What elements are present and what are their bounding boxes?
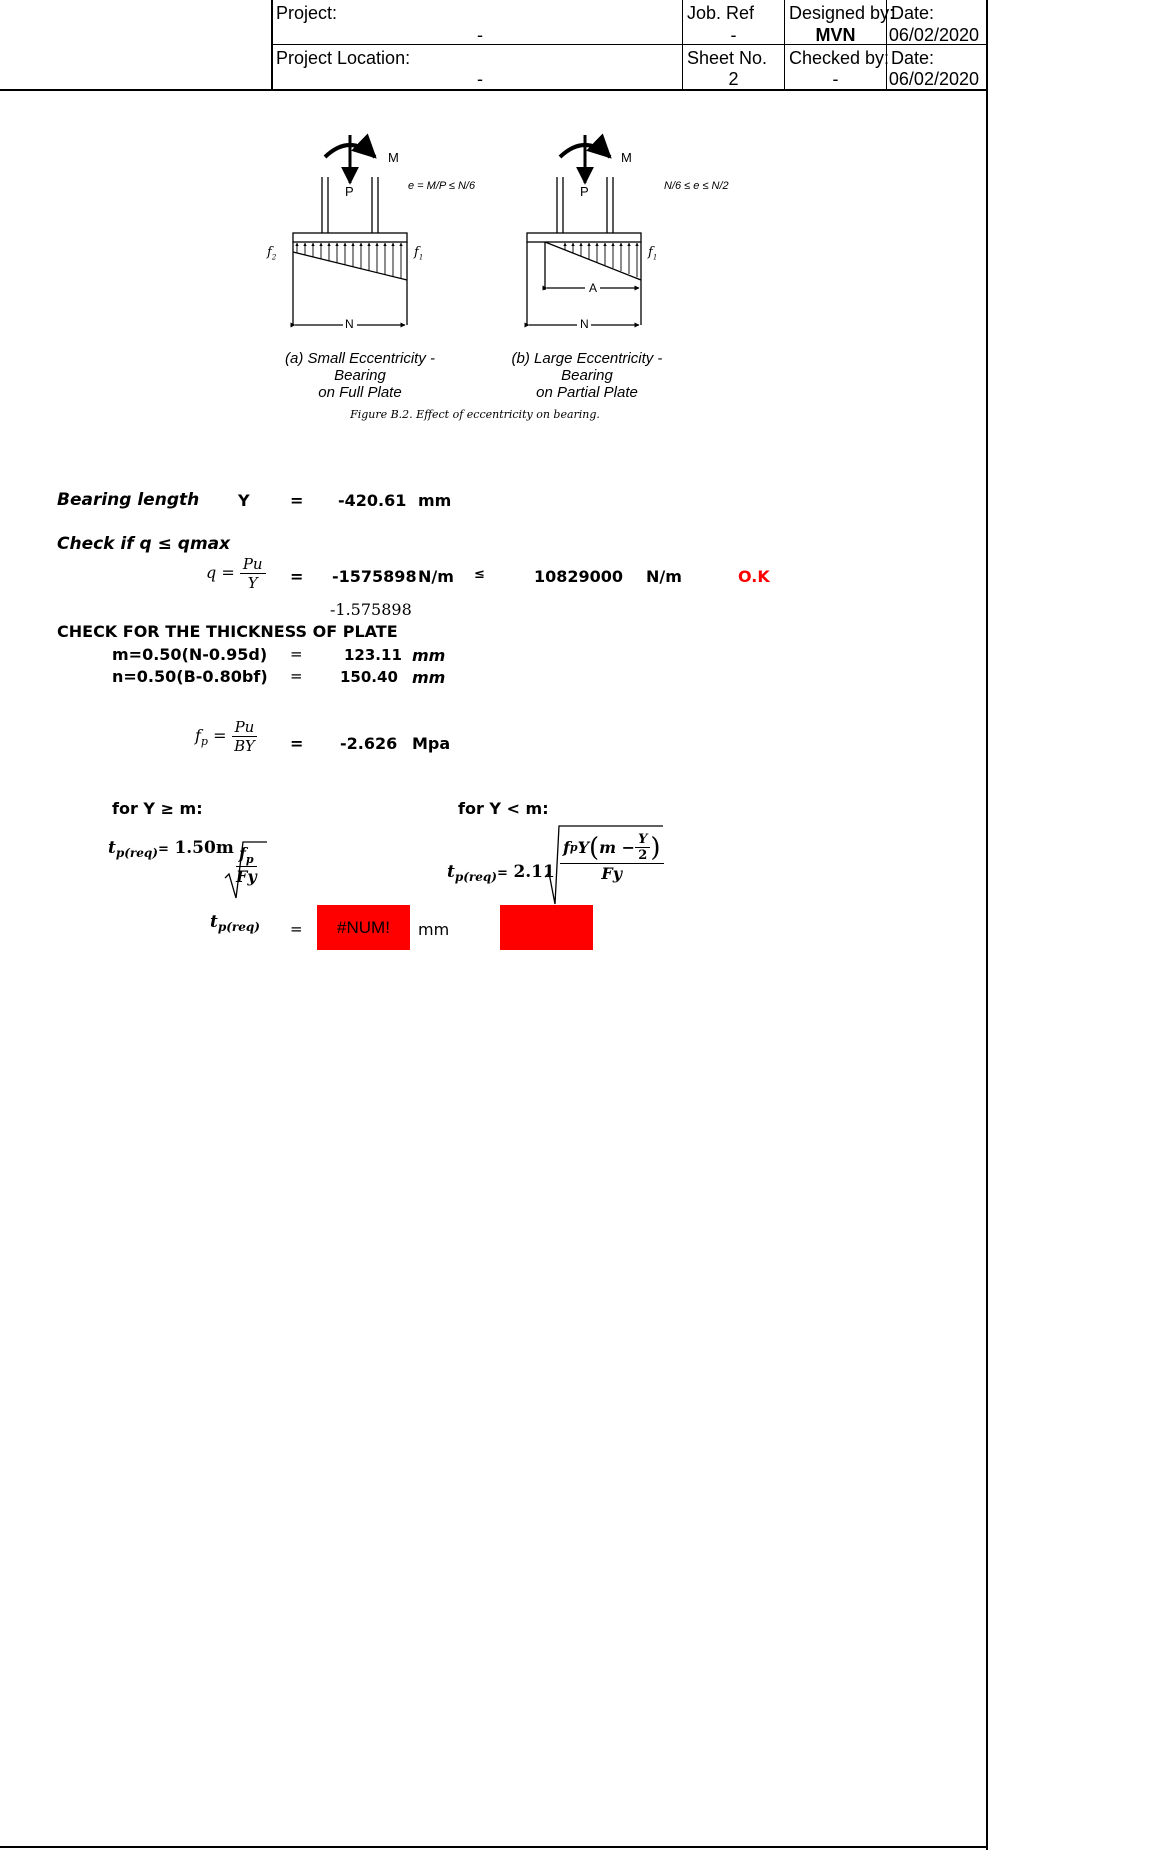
date-label: Date: (891, 48, 935, 68)
stress-f1-label: $f_1$ (648, 245, 658, 262)
moment-label: M (388, 150, 399, 165)
moment-label: M (621, 150, 632, 165)
sheet-no-value: 2 (728, 69, 739, 89)
status-badge: O.K (738, 567, 770, 586)
stress-f1-label: $f_1$ (414, 245, 424, 262)
m-formula-label: m=0.50(N-0.95d) (112, 645, 268, 664)
m-value: 123.11 (344, 646, 402, 664)
caption-a: (a) Small Eccentricity - Bearing on Full Plate (284, 350, 436, 401)
case-y-lt-m: for Y < m: (458, 799, 549, 818)
tp-req-unit: mm (418, 920, 450, 939)
qmax-unit: N/m (646, 567, 682, 586)
header-top-border (271, 0, 273, 90)
tp-req-value-2-error (500, 905, 593, 950)
date-value: 06/02/2020 (888, 69, 979, 89)
project-location-value: - (477, 69, 483, 89)
equals-sign: = (290, 567, 304, 586)
n-value: 150.40 (340, 668, 398, 686)
date-label: Date: (891, 3, 935, 23)
qmax-value: 10829000 (534, 567, 624, 586)
m-unit: mm (412, 646, 446, 665)
figure-title: Figure B.2. Effect of eccentricity on bearing. (350, 408, 600, 421)
project-location-label: Project Location: (276, 48, 411, 68)
checked-by-label: Checked by: (789, 48, 890, 68)
date-value: 06/02/2020 (888, 25, 979, 45)
n-formula-label: n=0.50(B-0.80bf) (112, 667, 268, 686)
q-unit: N/m (418, 567, 454, 586)
caption-b: (b) Large Eccentricity - Bearing on Partial Plate (511, 350, 663, 401)
tp-formula-1: $t_{p(req)}= 1.50m$ (108, 838, 234, 861)
equals-sign: = (290, 491, 304, 510)
q-formula: q = $\frac{Pu}{Y}$ (206, 555, 266, 592)
project-label: Project: (276, 3, 338, 23)
n-unit: mm (412, 668, 446, 687)
fp-value: -2.626 (340, 734, 398, 753)
le-sign: ≤ (474, 567, 485, 582)
job-ref-value: - (730, 25, 737, 45)
q-value: -1575898 (332, 567, 417, 586)
page-bottom-border (0, 1846, 988, 1848)
tp-formula-2-fraction: f p Y ( m − $\frac{Y}{2}$ ) Fy (560, 832, 664, 883)
project-value: - (477, 25, 483, 45)
eccentricity-eq-a: e = M/P ≤ N/6 (408, 180, 476, 192)
bearing-unit: mm (418, 491, 452, 510)
tp-req-label: $t_{p(req)}$ (210, 912, 260, 935)
check-q-title: Check if q ≤ qmax (57, 534, 231, 554)
fp-unit: Mpa (412, 734, 451, 753)
bearing-value: -420.61 (338, 491, 407, 510)
sheet-no-label: Sheet No. (687, 48, 768, 68)
equals-sign: = (290, 920, 303, 938)
designed-by-value: MVN (815, 25, 856, 45)
bearing-symbol: Y (238, 491, 250, 510)
case-y-ge-m: for Y ≥ m: (112, 799, 203, 818)
fp-formula: $f_p$ = $\frac{Pu}{BY}$ (195, 718, 257, 755)
dimension-a-label: A (589, 281, 598, 295)
tp-formula-1-fraction: $\frac{f_p}{Fy}$ (236, 844, 257, 887)
load-label: P (580, 184, 589, 199)
page-right-border (986, 0, 988, 1850)
dimension-n-label: N (345, 317, 354, 331)
tp-req-value-error: #NUM! (317, 905, 410, 950)
equals-sign: = (290, 645, 303, 663)
q-extra-value: -1.575898 (330, 600, 412, 619)
equals-sign: = (290, 667, 303, 685)
tp-formula-2: $t_{p(req)}= 2.11$ (447, 862, 555, 885)
equals-sign: = (290, 734, 304, 753)
designed-by-label: Designed by: (789, 3, 895, 23)
checked-by-value: - (832, 69, 839, 89)
dimension-n-label: N (580, 317, 589, 331)
thickness-title: CHECK FOR THE THICKNESS OF PLATE (57, 622, 398, 641)
job-ref-label: Job. Ref (687, 3, 755, 23)
bearing-length-label: Bearing length (57, 490, 200, 510)
stress-f2-label: $f_2$ (267, 245, 277, 262)
load-label: P (345, 184, 354, 199)
eccentricity-eq-b: N/6 ≤ e ≤ N/2 (664, 180, 729, 192)
